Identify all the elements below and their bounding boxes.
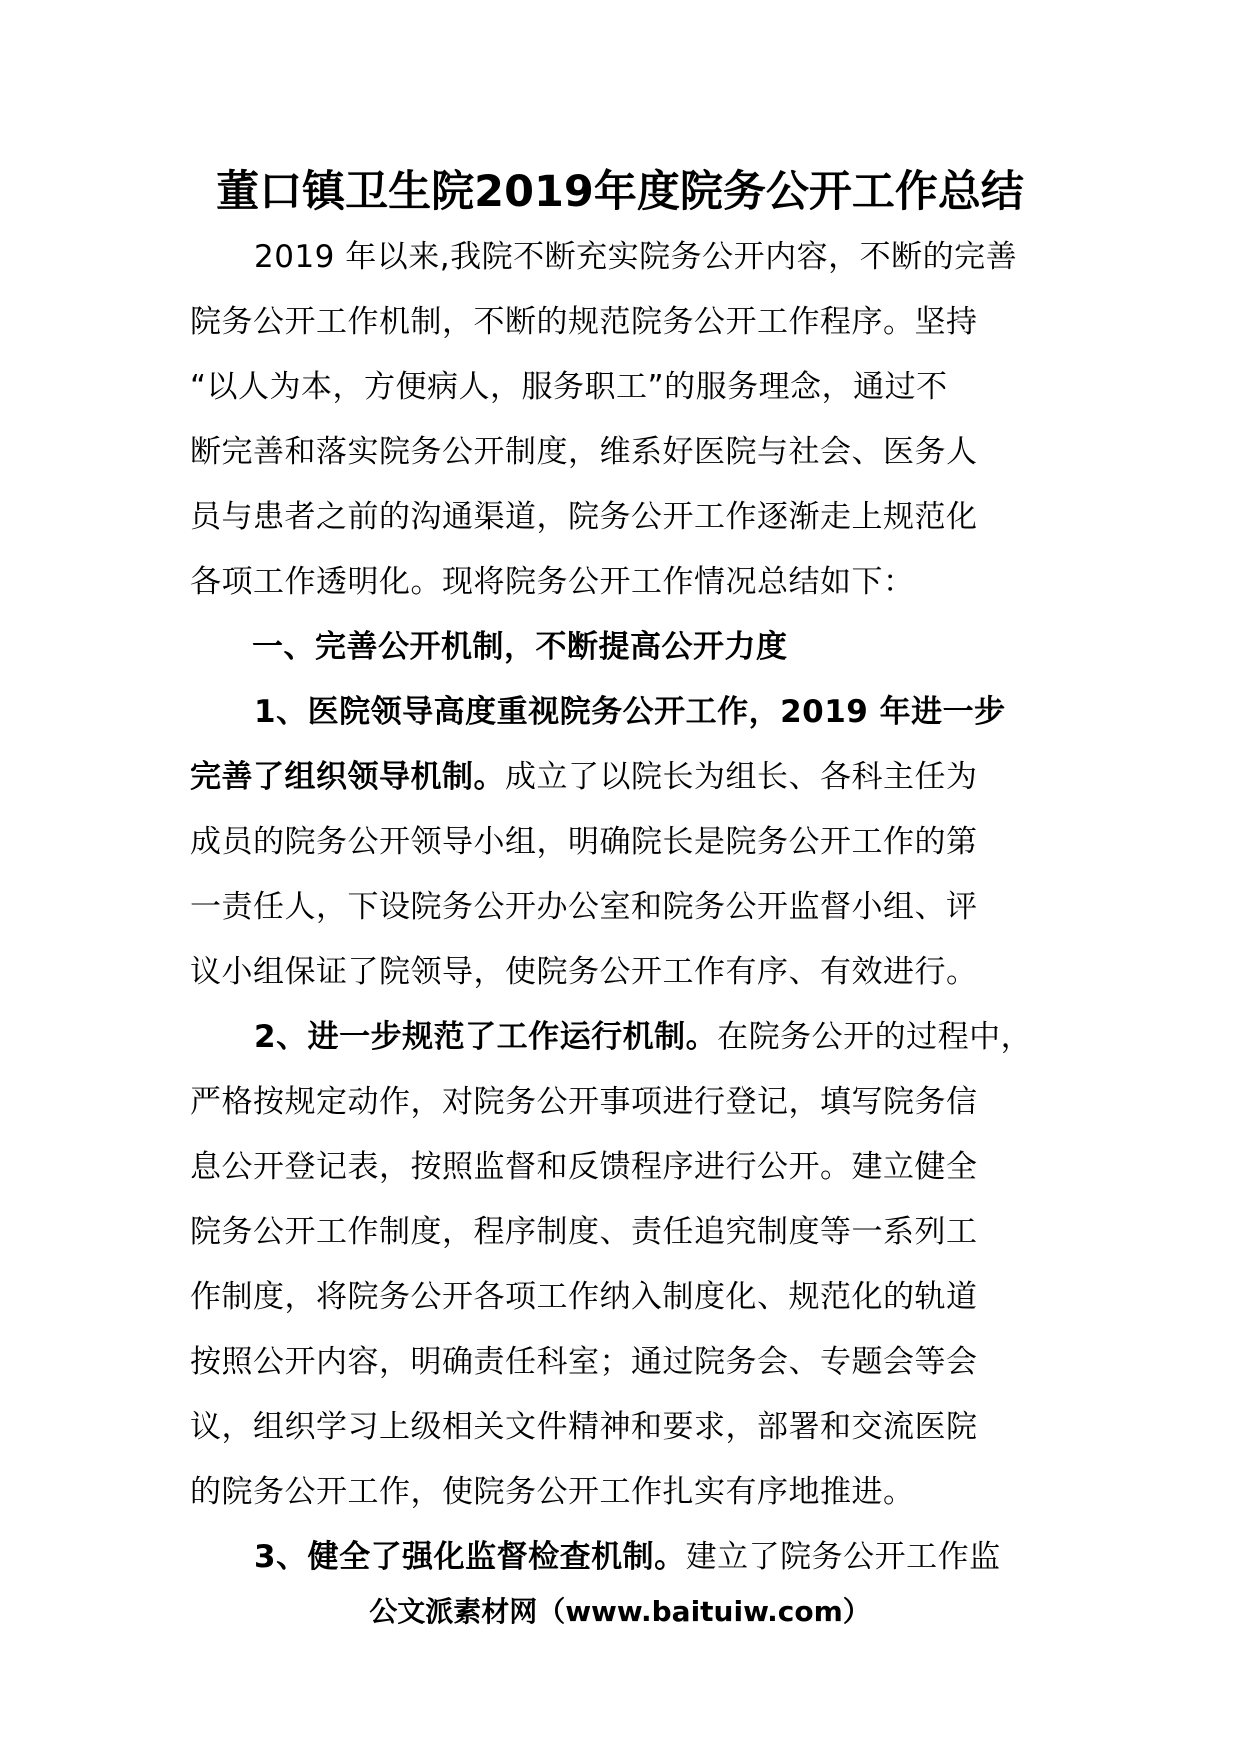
- paragraph-line: [190, 745, 1070, 810]
- item-text: 建立了院务公开工作监: [685, 1539, 1001, 1575]
- item-heading: 2、进一步规范了工作运行机制。: [254, 1019, 718, 1055]
- paragraph-line: 作制度，将院务公开各项工作纳入制度化、规范化的轨道: [190, 1279, 978, 1315]
- item-heading: 3、健全了强化监督检查机制。: [254, 1539, 686, 1575]
- paragraph-line: 议小组保证了院领导，使院务公开工作有序、有效进行。: [190, 954, 978, 990]
- paragraph-line: 2019 年以来,我院不断充实院务公开内容，不断的完善: [254, 239, 1018, 275]
- paragraph-line: 院务公开工作机制，不断的规范院务公开工作程序。坚持: [190, 304, 978, 340]
- item-heading: 1、医院领导高度重视院务公开工作，2019 年进一步: [254, 694, 1006, 730]
- item-text: 成立了以院长为组长、各科主任为: [505, 759, 978, 795]
- paragraph-line: [190, 1525, 1070, 1590]
- paragraph-line: 院务公开工作制度，程序制度、责任追究制度等一系列工: [190, 1214, 978, 1250]
- paragraph-line: 成员的院务公开领导小组，明确院长是院务公开工作的第: [190, 824, 978, 860]
- document-title: 董口镇卫生院2019年度院务公开工作总结: [216, 167, 1024, 217]
- paragraph-line: 息公开登记表，按照监督和反馈程序进行公开。建立健全: [190, 1149, 978, 1185]
- paragraph-line: 断完善和落实院务公开制度，维系好医院与社会、医务人: [190, 434, 978, 470]
- paragraph-line: “以人为本，方便病人，服务职工”的服务理念，通过不: [190, 369, 948, 405]
- item-text: 在院务公开的过程中，: [717, 1019, 1033, 1055]
- paragraph-line: 按照公开内容，明确责任科室；通过院务会、专题会等会: [190, 1344, 978, 1380]
- paragraph-line: [190, 1005, 1070, 1070]
- paragraph-line: 议，组织学习上级相关文件精神和要求，部署和交流医院: [190, 1409, 978, 1445]
- paragraph-line: 一责任人，下设院务公开办公室和院务公开监督小组、评: [190, 889, 978, 925]
- paragraph-line: 严格按规定动作，对院务公开事项进行登记，填写院务信: [190, 1084, 978, 1120]
- paragraph-line: 员与患者之前的沟通渠道，院务公开工作逐渐走上规范化: [190, 499, 978, 535]
- document-body: [190, 225, 1070, 1590]
- item-heading-cont: 完善了组织领导机制。: [190, 759, 505, 795]
- paragraph-line: 各项工作透明化。现将院务公开工作情况总结如下：: [190, 564, 915, 600]
- section-heading: 一、完善公开机制，不断提高公开力度: [252, 629, 788, 665]
- footer-watermark-text: 公文派素材网（www.baituiw.com）: [369, 1595, 871, 1628]
- paragraph-line: 的院务公开工作，使院务公开工作扎实有序地推进。: [190, 1474, 915, 1510]
